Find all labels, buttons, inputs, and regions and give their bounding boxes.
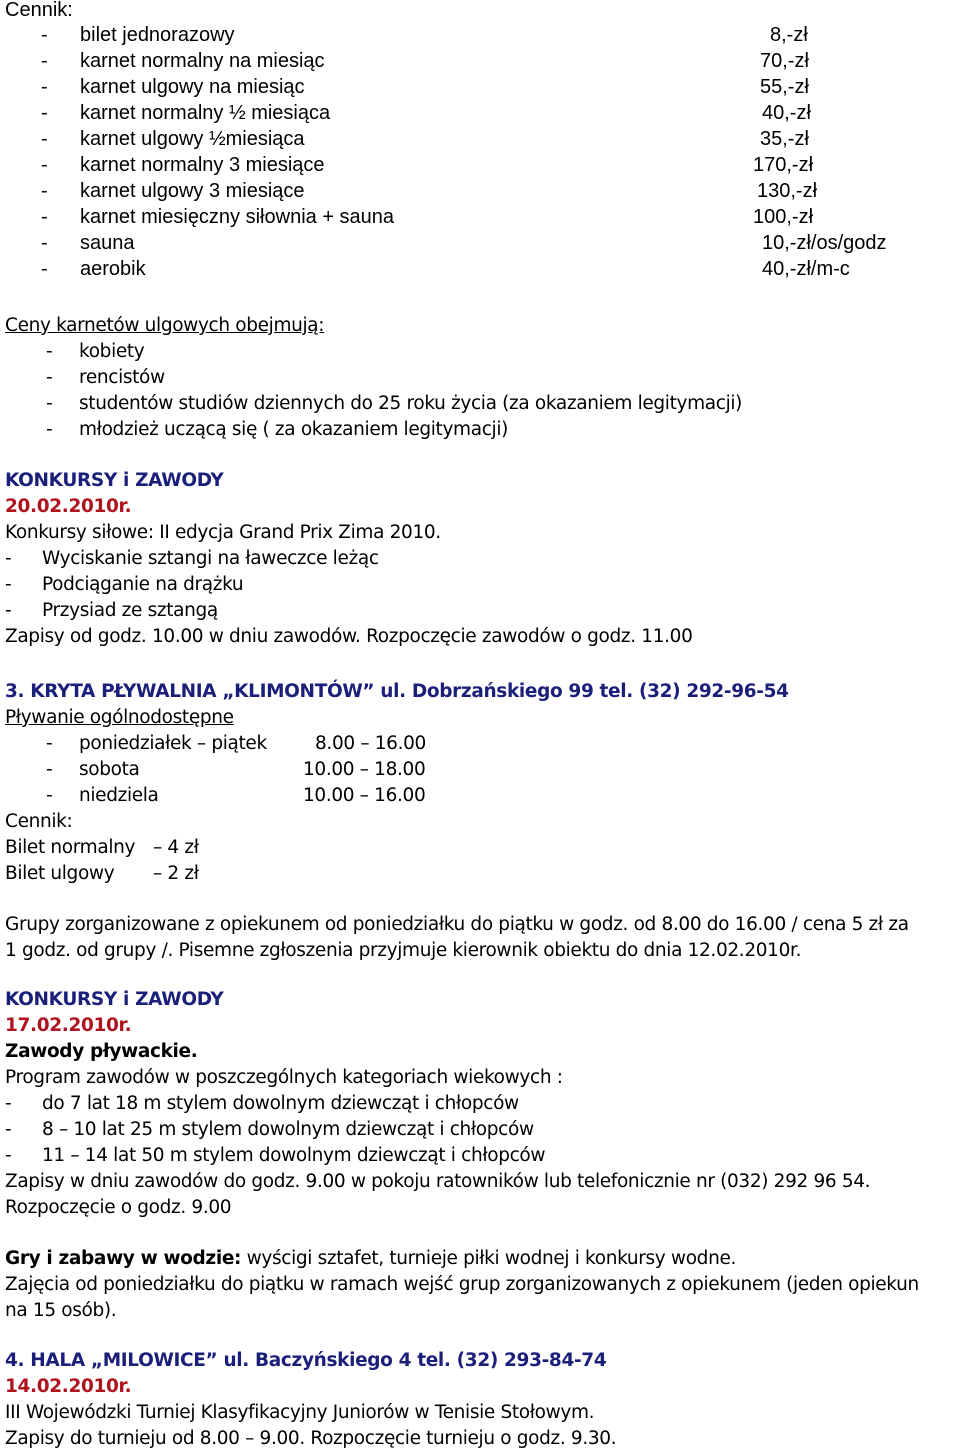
hall-date: 14.02.2010r. (5, 1376, 132, 1397)
contests-date: 20.02.2010r. (5, 496, 132, 517)
swim-note: Zapisy w dniu zawodów do godz. 9.00 w pokoju ratowników lub telefonicznie nr (032) 292 96 54. (5, 1171, 871, 1192)
cennik-title: Cennik: (5, 0, 73, 21)
program-title: Program zawodów w poszczególnych kategoriach wiekowych : (5, 1067, 563, 1088)
discount-title: Ceny karnetów ulgowych obejmują: (5, 315, 325, 336)
pool-cennik-title: Cennik: (5, 811, 73, 832)
swim-note: Rozpoczęcie o godz. 9.00 (5, 1197, 232, 1218)
hall-line: Zapisy do turnieju od 8.00 – 9.00. Rozpoczęcie turnieju o godz. 9.30. (5, 1428, 617, 1449)
pool-subtitle: Pływanie ogólnodostępne (5, 707, 234, 728)
games-line: Gry i zabawy w wodzie: wyścigi sztafet, turnieje piłki wodnej i konkursy wodne. (5, 1248, 737, 1269)
groups-line: 1 godz. od grupy /. Pisemne zgłoszenia przyjmuje kierownik obiektu do dnia 12.02.2010r. (5, 940, 802, 961)
groups-line: Grupy zorganizowane z opiekunem od poniedziałku do piątku w godz. od 8.00 do 16.00 / cena 5 zł za (5, 914, 909, 935)
hall-heading: 4. HALA „MILOWICE” ul. Baczyńskiego 4 tel. (32) 293-84-74 (5, 1350, 607, 1371)
contests-heading: KONKURSY i ZAWODY (5, 989, 224, 1010)
contests-heading: KONKURSY i ZAWODY (5, 470, 224, 491)
pool-heading: 3. KRYTA PŁYWALNIA „KLIMONTÓW” ul. Dobrzańskiego 99 tel. (32) 292-96-54 (5, 681, 789, 702)
contests-note: Zapisy od godz. 10.00 w dniu zawodów. Rozpoczęcie zawodów o godz. 11.00 (5, 626, 693, 647)
games-line: na 15 osób). (5, 1300, 117, 1321)
games-line: Zajęcia od poniedziałku do piątku w ramach wejść grup zorganizowanych z opiekunem (jeden opiekun (5, 1274, 919, 1295)
contests-title: Konkursy siłowe: II edycja Grand Prix Zima 2010. (5, 522, 441, 543)
hall-line: III Wojewódzki Turniej Klasyfikacyjny Juniorów w Tenisie Stołowym. (5, 1402, 595, 1423)
contests-title: Zawody pływackie. (5, 1041, 198, 1062)
contests-date: 17.02.2010r. (5, 1015, 132, 1036)
